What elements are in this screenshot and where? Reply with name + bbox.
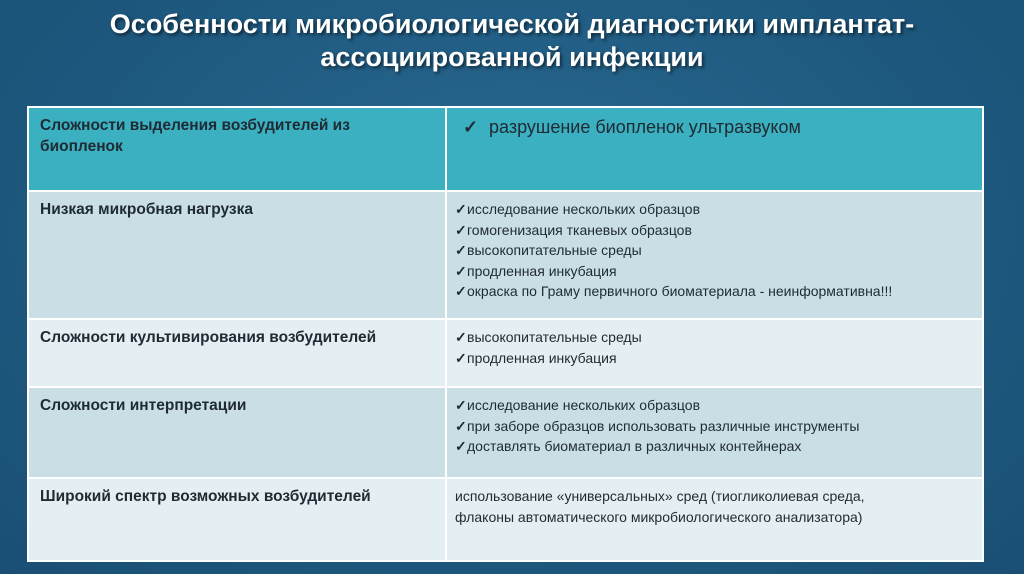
solution-text: продленная инкубация <box>467 262 617 279</box>
checkmark-icon: ✓ <box>455 438 467 454</box>
slide-title <box>0 8 1024 74</box>
solution-cell <box>446 107 983 191</box>
problem-text: Сложности интерпретации <box>40 397 247 414</box>
table-row <box>28 107 983 191</box>
solution-text: исследование нескольких образцов <box>467 397 701 413</box>
problem-text: Сложности культивирования возбудителей <box>40 329 377 346</box>
solution-text: высокопитательные среды <box>467 329 642 345</box>
problem-text: Широкий спектр возможных возбудителей <box>40 488 371 505</box>
solution-item <box>455 116 974 138</box>
solution-item <box>455 327 974 348</box>
solution-item <box>455 240 974 261</box>
solution-item <box>455 436 974 457</box>
checkmark-icon: ✓ <box>455 242 467 258</box>
problem-cell <box>28 191 446 319</box>
table-row <box>28 191 983 319</box>
solution-cell <box>446 319 983 387</box>
solution-item <box>455 281 974 302</box>
solution-item <box>455 416 974 437</box>
solution-text: высокопитательные среды <box>467 242 642 258</box>
solution-text-line: использование «универсальных» сред (тиогликолиевая среда, <box>455 488 865 504</box>
solution-cell <box>446 387 983 478</box>
solution-item <box>455 199 974 220</box>
solution-text: гомогенизация тканевых образцов <box>467 221 692 238</box>
table-row <box>28 478 983 561</box>
solution-text: окраска по Граму первичного биоматериала - неинформативна!!! <box>467 283 893 299</box>
slide-title-line-1: Особенности микробиологической диагностики имплантат- <box>109 9 915 39</box>
slide-title-line-2: ассоциированной инфекции <box>320 42 704 72</box>
table-row <box>28 319 983 387</box>
checkmark-icon: ✓ <box>463 117 479 137</box>
solution-text-line: флаконы автоматического микробиологического анализатора) <box>455 508 863 525</box>
solution-text: исследование нескольких образцов <box>467 201 701 217</box>
table-row <box>28 387 983 478</box>
problem-text: Сложности выделения возбудителей из биопленок <box>40 117 350 155</box>
solution-text: продленная инкубация <box>467 349 617 366</box>
solution-item <box>455 395 974 416</box>
problem-cell <box>28 478 446 561</box>
checkmark-icon: ✓ <box>455 262 467 279</box>
solution-item <box>455 261 974 282</box>
checkmark-icon: ✓ <box>455 221 467 238</box>
checkmark-icon: ✓ <box>455 417 467 434</box>
diagnostics-table <box>27 106 984 562</box>
checkmark-icon: ✓ <box>455 349 467 366</box>
solution-text: разрушение биопленок ультразвуком <box>489 117 801 137</box>
solution-cell <box>446 478 983 561</box>
checkmark-icon: ✓ <box>455 397 467 413</box>
solution-cell <box>446 191 983 319</box>
solution-item <box>455 348 974 369</box>
solution-text: доставлять биоматериал в различных контейнерах <box>467 438 802 454</box>
solution-text: при заборе образцов использовать различные инструменты <box>467 417 860 434</box>
problem-cell <box>28 387 446 478</box>
problem-cell <box>28 107 446 191</box>
checkmark-icon: ✓ <box>455 283 467 299</box>
checkmark-icon: ✓ <box>455 329 467 345</box>
problem-text: Низкая микробная нагрузка <box>40 201 253 218</box>
solution-item <box>455 220 974 241</box>
checkmark-icon: ✓ <box>455 201 467 217</box>
problem-cell <box>28 319 446 387</box>
